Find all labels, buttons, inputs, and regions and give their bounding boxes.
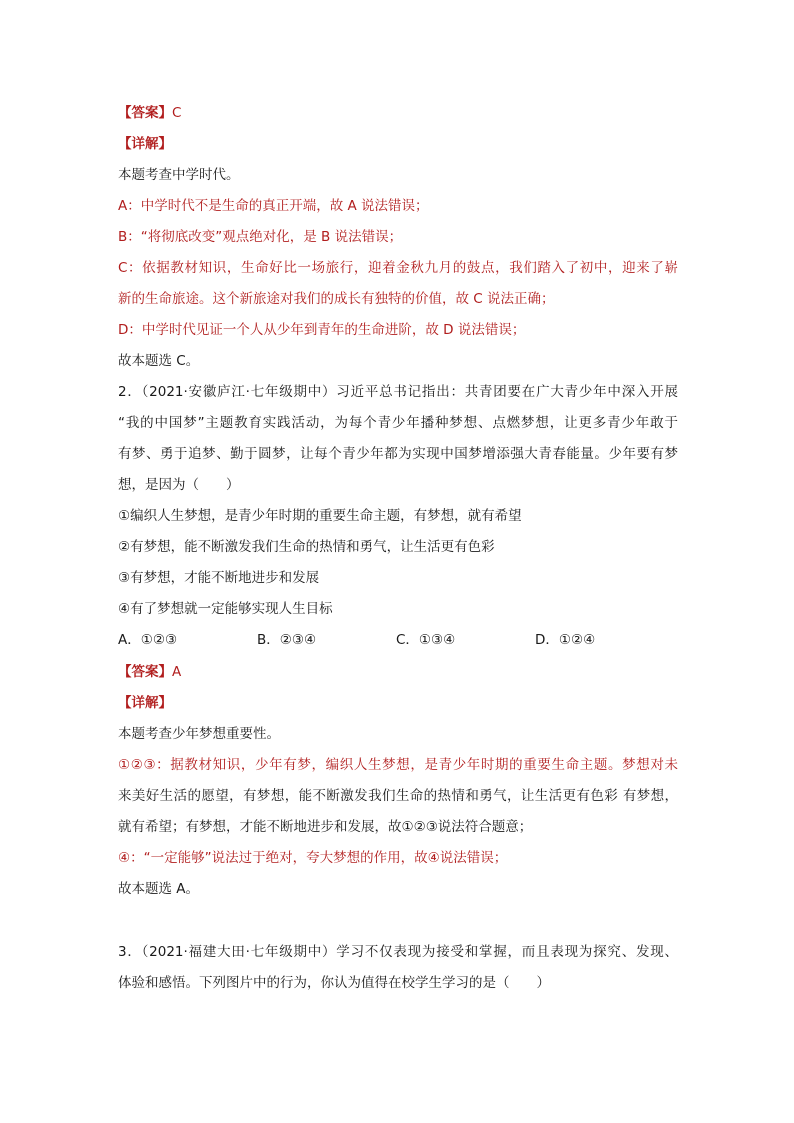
q1-analysis-d: D：中学时代见证一个人从少年到青年的生命进阶，故 D 说法错误； (118, 322, 526, 338)
q1-answer-line (118, 104, 678, 122)
q2-conclusion: 故本题选 A。 (118, 881, 200, 897)
answer-value: A (172, 664, 182, 680)
q3-stem-line1: 3．（2021·福建大田·七年级期中）学习不仅表现为接受和掌握，而且表现为探究、发现、 (118, 944, 678, 960)
q2-detail-tag: 【详解】 (118, 695, 172, 711)
q2-stem-line3: 有梦、勇于追梦、勤于圆梦，让每个青少年都为实现中国梦增添强大青春能量。少年要有梦 (118, 446, 678, 462)
q2-option-d: D．①②④ (535, 632, 596, 648)
q1-detail-tag: 【详解】 (118, 136, 172, 152)
q2-statement-3: ③有梦想，才能不断地进步和发展 (118, 570, 320, 586)
q2-explanation-line4: ④：“一定能够”说法过于绝对，夸大梦想的作用，故④说法错误； (118, 850, 508, 866)
q2-explanation-line2: 来美好生活的愿望，有梦想，能不断激发我们生命的热情和勇气，让生活更有色彩 有梦想， (118, 788, 678, 804)
q2-stem-line4: 想，是因为（ ） (118, 477, 240, 493)
q2-option-b: B．②③④ (257, 632, 317, 648)
q2-stem-line2: “我的中国梦”主题教育实践活动，为每个青少年播种梦想、点燃梦想，让更多青少年敢于 (118, 415, 678, 431)
answer-value: C (172, 105, 182, 121)
q1-intro: 本题考查中学时代。 (118, 167, 240, 183)
q2-statement-4: ④有了梦想就一定能够实现人生目标 (118, 601, 333, 617)
q1-analysis-c-line2: 新的生命旅途。这个新旅途对我们的成长有独特的价值，故 C 说法正确； (118, 291, 555, 307)
q1-analysis-c-line1: C：依据教材知识，生命好比一场旅行，迎着金秋九月的鼓点，我们踏入了初中，迎来了崭 (118, 260, 678, 276)
q1-analysis-b: B：“将彻底改变”观点绝对化，是 B 说法错误； (118, 229, 403, 245)
q2-stem-line1: 2．（2021·安徽庐江·七年级期中）习近平总书记指出：共青团要在广大青少年中深入开展 (118, 384, 678, 400)
q1-analysis-a: A：中学时代不是生命的真正开端，故 A 说法错误； (118, 198, 429, 214)
q3-stem-line2: 体验和感悟。下列图片中的行为，你认为值得在校学生学习的是（ ） (118, 975, 550, 991)
q2-explanation-line1 (118, 756, 678, 774)
answer-tag: 【答案】 (118, 105, 172, 121)
q2-statement-1: ①编织人生梦想，是青少年时期的重要生命主题，有梦想，就有希望 (118, 508, 522, 524)
q2-explanation-line3: 就有希望；有梦想，才能不断地进步和发展，故①②③说法符合题意； (118, 819, 533, 835)
q2-option-c: C．①③④ (396, 632, 456, 648)
answer-tag: 【答案】 (118, 664, 172, 680)
q1-conclusion: 故本题选 C。 (118, 353, 200, 369)
q2-answer-line (118, 663, 678, 681)
q2-statement-2: ②有梦想，能不断激发我们生命的热情和勇气，让生活更有色彩 (118, 539, 495, 555)
q2-intro: 本题考查少年梦想重要性。 (118, 726, 280, 742)
q2-explanation-line1-text: ①②③：据教材知识，少年有梦，编织人生梦想，是青少年时期的重要生命主题。梦想对未 (118, 757, 678, 773)
q2-option-a: A．①②③ (118, 632, 178, 648)
